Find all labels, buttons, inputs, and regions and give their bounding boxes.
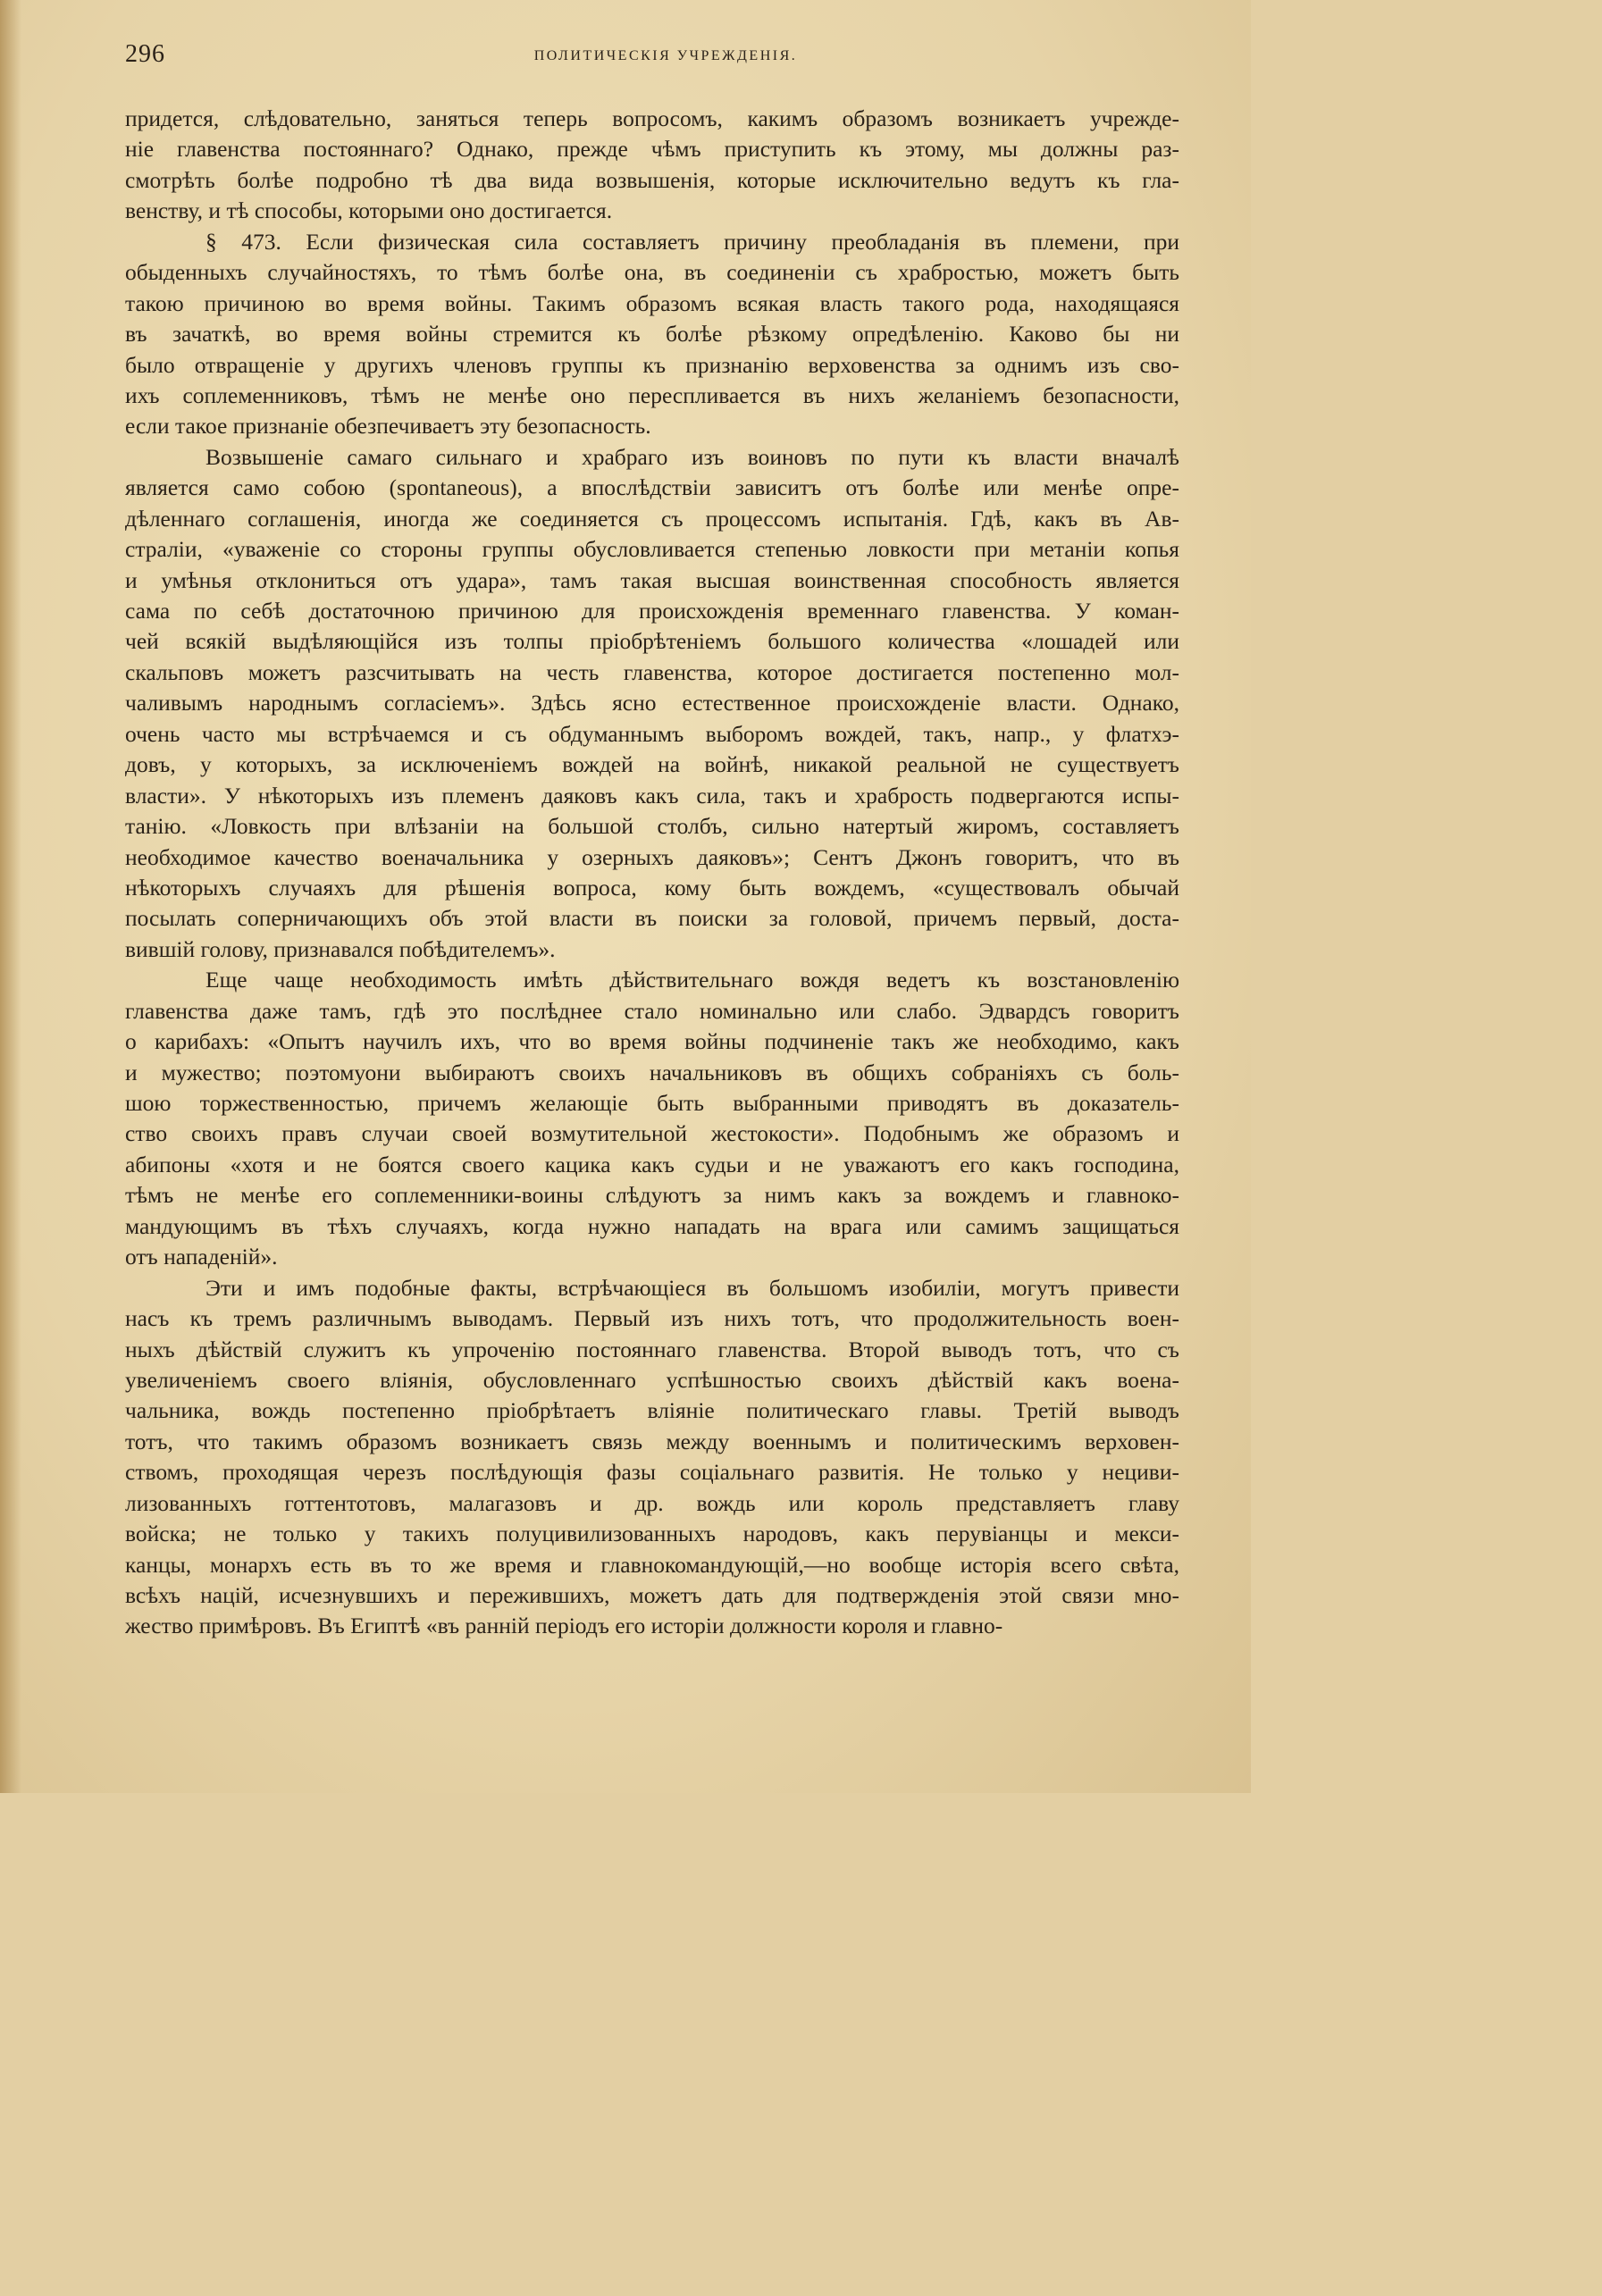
text-line: § 473. Если физическая сила составляетъ причину преобладанія въ племени, при: [205, 228, 1179, 255]
text-line: насъ къ тремъ различнымъ выводамъ. Первый изъ нихъ тотъ, что продолжительность воен-: [125, 1305, 1179, 1332]
text-line: скальповъ можетъ разсчитывать на честь главенства, которое достигается постепенно мол-: [125, 658, 1179, 685]
text-line: тѣмъ не менѣе его соплеменники-воины слѣдуютъ за нимъ какъ за вождемъ и главноко-: [125, 1182, 1179, 1209]
paragraph: [125, 965, 1179, 1272]
text-line: страліи, «уваженіе со стороны группы обусловливается степенью ловкости при метаніи копья: [125, 536, 1179, 563]
text-line: увеличеніемъ своего вліянія, обусловленнаго успѣшностью своихъ дѣйствій какъ воена-: [125, 1366, 1179, 1393]
text-line: отъ нападеній».: [125, 1244, 278, 1270]
text-line: ніе главенства постояннаго? Однако, прежде чѣмъ приступить къ этому, мы должны раз-: [125, 136, 1179, 163]
text-line: Еще чаще необходимость имѣть дѣйствительнаго вождя ведетъ къ возстановленію: [205, 967, 1179, 993]
text-line: танію. «Ловкость при влѣзаніи на большой столбъ, сильно натертый жиромъ, составляетъ: [125, 813, 1179, 840]
text-line: является само собою (spontaneous), а впослѣдствіи зависитъ отъ болѣе или менѣе опре-: [125, 474, 1179, 501]
text-line: такою причиною во время войны. Такимъ образомъ всякая власть такого рода, находящаяся: [125, 289, 1179, 316]
text-line: Эти и имъ подобные факты, встрѣчающіеся въ большомъ изобиліи, могутъ привести: [205, 1274, 1179, 1301]
text-line: посылать соперничающихъ объ этой власти въ поиски за головой, причемъ первый, доста-: [125, 905, 1179, 932]
text-line: придется, слѣдовательно, заняться теперь вопросомъ, какимъ образомъ возникаетъ учрежде-: [125, 105, 1179, 131]
text-line: главенства даже тамъ, гдѣ это послѣднее стало номинально или слабо. Эдвардсъ говоритъ: [125, 997, 1179, 1024]
text-line: и мужество; поэтомуони выбираютъ своихъ начальниковъ въ общихъ собраніяхъ съ боль-: [125, 1059, 1179, 1085]
text-line: канцы, монархъ есть въ то же время и главнокомандующій,—но вообще исторія всего свѣта,: [125, 1551, 1179, 1578]
text-line: сама по себѣ достаточною причиною для происхожденія временнаго главенства. У коман-: [125, 598, 1179, 624]
text-line: очень часто мы встрѣчаемся и съ обдуманнымъ выборомъ вождей, такъ, напр., у флатхэ-: [125, 720, 1179, 747]
text-line: было отвращеніе у другихъ членовъ группы къ признанію верховенства за однимъ изъ сво-: [125, 351, 1179, 378]
text-line: войска; не только у такихъ полуцивилизованныхъ народовъ, какъ перувіанцы и мекси-: [125, 1521, 1179, 1547]
text-line: ство своихъ правъ случаи своей возмутительной жестокости». Подобнымъ же образомъ и: [125, 1120, 1179, 1147]
text-line: необходимое качество военачальника у озерныхъ даяковъ»; Сентъ Джонъ говоритъ, что въ: [125, 843, 1179, 870]
text-line: чей всякій выдѣляющійся изъ толпы пріобрѣтеніемъ большого количества «лошадей или: [125, 628, 1179, 655]
text-line: нѣкоторыхъ случаяхъ для рѣшенія вопроса, кому быть вождемъ, «существовалъ обычай: [125, 874, 1179, 901]
text-line: въ зачаткѣ, во время войны стремится къ болѣе рѣзкому опредѣленію. Каково бы ни: [125, 321, 1179, 348]
text-line: абипоны «хотя и не боятся своего кацика какъ судьи и не уважаютъ его какъ господина,: [125, 1151, 1179, 1177]
text-line: вившій голову, признавался побѣдителемъ».: [125, 935, 556, 962]
text-line: о карибахъ: «Опытъ научилъ ихъ, что во время войны подчиненіе такъ же необходимо, какъ: [125, 1028, 1179, 1055]
text-line: смотрѣть болѣе подробно тѣ два вида возвышенія, которые исключительно ведутъ къ гла-: [125, 166, 1179, 193]
text-line: жество примѣровъ. Въ Египтѣ «въ ранній періодъ его исторіи должности короля и главно-: [125, 1613, 1003, 1639]
text-line: ствомъ, проходящая черезъ послѣдующія фазы соціальнаго развитія. Не только у нециви-: [125, 1459, 1179, 1486]
text-line: дѣленнаго соглашенія, иногда же соединяется съ процессомъ испытанія. Гдѣ, какъ въ Ав-: [125, 505, 1179, 532]
text-line: и умѣнья отклониться отъ удара», тамъ такая высшая воинственная способность является: [125, 566, 1179, 593]
text-line: Возвышеніе самаго сильнаго и храбраго изъ воиновъ по пути къ власти вначалѣ: [205, 443, 1179, 470]
page-body: [125, 104, 1179, 1642]
paragraph: [125, 104, 1179, 227]
page-header: [125, 40, 1179, 76]
text-line: всѣхъ націй, исчезнувшихъ и пережившихъ, можетъ дать для подтвержденія этой связи мно-: [125, 1582, 1179, 1608]
text-line: венству, и тѣ способы, которыми оно достигается.: [125, 197, 613, 224]
text-line: обыденныхъ случайностяхъ, то тѣмъ болѣе она, въ соединеніи съ храбростью, можетъ быть: [125, 259, 1179, 286]
paragraph: [125, 227, 1179, 442]
page-number: 296: [125, 40, 165, 68]
running-title: ПОЛИТИЧЕСКІЯ УЧРЕЖДЕНІЯ.: [533, 48, 798, 63]
text-line: чаливымъ народнымъ согласіемъ». Здѣсь ясно естественное происхожденіе власти. Однако,: [125, 690, 1179, 716]
text-line: мандующимъ въ тѣхъ случаяхъ, когда нужно нападать на врага или самимъ защищаться: [125, 1212, 1179, 1239]
text-line: чальника, вождь постепенно пріобрѣтаетъ вліяніе политическаго главы. Третій выводъ: [125, 1397, 1179, 1424]
paragraph: [125, 1273, 1179, 1642]
text-line: тотъ, что такимъ образомъ возникаетъ связь между военнымъ и политическимъ верховен-: [125, 1428, 1179, 1454]
text-line: довъ, у которыхъ, за исключеніемъ вождей на войнѣ, никакой реальной не существуетъ: [125, 751, 1179, 778]
paragraph: [125, 442, 1179, 965]
text-line: шою торжественностью, причемъ желающіе быть выбранными приводятъ въ доказатель-: [125, 1090, 1179, 1116]
text-line: если такое признаніе обезпечиваетъ эту безопасность.: [125, 413, 651, 440]
text-line: ныхъ дѣйствій служитъ къ упроченію постояннаго главенства. Второй выводъ тотъ, что съ: [125, 1336, 1179, 1362]
text-line: лизованныхъ готтентотовъ, малагазовъ и др. вождь или король представляетъ главу: [125, 1489, 1179, 1516]
text-line: ихъ соплеменниковъ, тѣмъ не менѣе оно переспливается въ нихъ желаніемъ безопасности,: [125, 381, 1179, 408]
text-line: власти». У нѣкоторыхъ изъ племенъ даяковъ какъ сила, такъ и храбрость подвергаются испы-: [125, 782, 1179, 809]
